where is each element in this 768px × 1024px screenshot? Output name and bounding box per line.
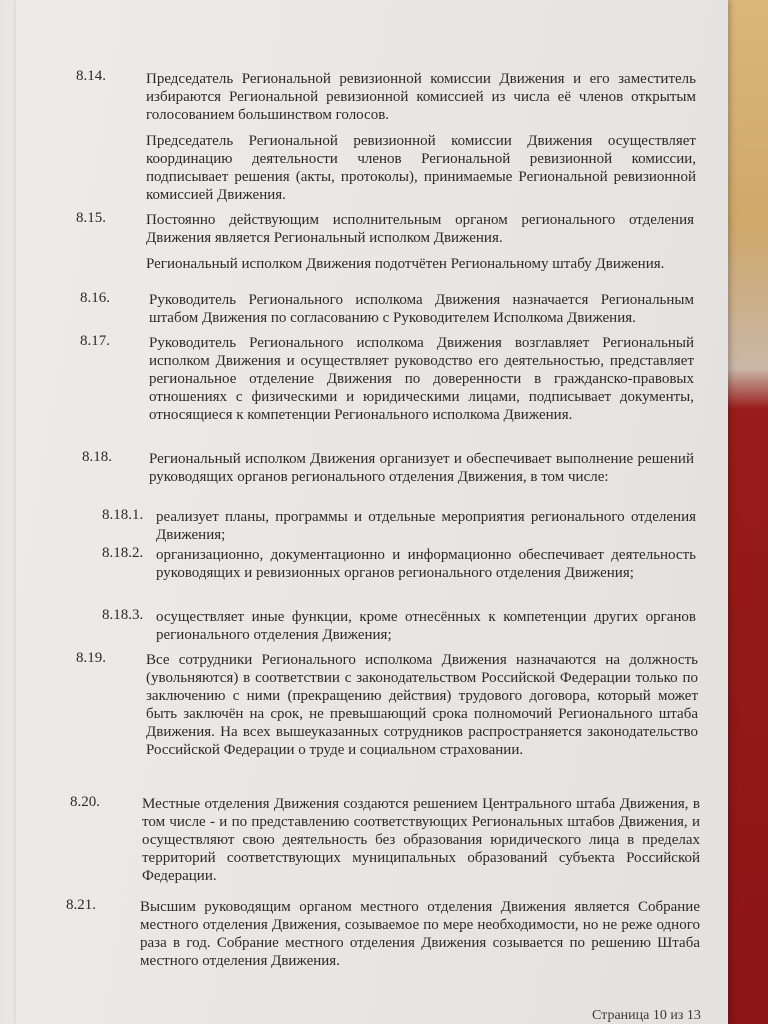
- paragraph: Все сотрудники Регионального исполкома Движения назначаются на должность (увольняются) в соответствии с законодательством Российской Федерации только по заключению с ними (прекращению действия) трудового договора, который может быть заключён на срок, не превышающий срока полномочий Регионального штаба Движения. На всех вышеуказанных сотрудников распространяется законодательство Российской Федерации о труде и социальном страховании.: [146, 652, 698, 758]
- section-number: 8.20.: [70, 794, 100, 810]
- section-number: 8.18.1.: [102, 507, 144, 523]
- paragraph: Председатель Региональной ревизионной комиссии Движения осуществляет координацию деятельности членов Региональной ревизионной комиссии, подписывает решения (акты, протоколы), принимаемые Региональной ревизионной комиссией Движения.: [146, 133, 696, 203]
- section-text: [142, 795, 700, 885]
- section-text: [149, 291, 694, 327]
- paragraph: Руководитель Регионального исполкома Движения назначается Региональным штабом Движения по согласованию с Руководителем Исполкома Движения.: [149, 292, 694, 326]
- section-text: [146, 651, 698, 759]
- paragraph: Постоянно действующим исполнительным органом регионального отделения Движения является Региональный исполком Движения.: [146, 212, 694, 246]
- section-text: [149, 450, 694, 486]
- section-text: [156, 508, 696, 544]
- section-number: 8.17.: [80, 333, 110, 349]
- section-text: [140, 898, 700, 970]
- paragraph: Руководитель Регионального исполкома Движения возглавляет Региональный исполком Движения и осуществляет руководство его деятельностью, представляет региональное отделение Движения по доверенности в гражданско-правовых отношениях с физическими и юридическими лицами, подписывает документы, относящиеся к компетенции Регионального исполкома Движения.: [149, 335, 694, 423]
- section-text: [146, 70, 696, 204]
- paragraph: Местные отделения Движения создаются решением Центрального штаба Движения, в том числе - и по представлению соответствующих Региональных штабов Движения, и осуществляют свою деятельность без образования юридического лица в пределах территорий соответствующих муниципальных образований субъекта Российской Федерации.: [142, 796, 700, 884]
- section-number: 8.21.: [66, 897, 96, 913]
- paragraph: организационно, документационно и информационно обеспечивает деятельность руководящих и ревизионных органов регионального отделения Движения;: [156, 547, 696, 581]
- paragraph: Региональный исполком Движения организует и обеспечивает выполнение решений руководящих органов регионального отделения Движения, в том числе:: [149, 451, 694, 485]
- section-number: 8.18.2.: [102, 545, 144, 561]
- section-text: [156, 608, 696, 644]
- section-number: 8.18.3.: [102, 607, 144, 623]
- paragraph: Региональный исполком Движения подотчётен Региональному штабу Движения.: [146, 256, 665, 272]
- paragraph: осуществляет иные функции, кроме отнесённых к компетенции других органов регионального отделения Движения;: [156, 609, 696, 643]
- paragraph: Председатель Региональной ревизионной комиссии Движения и его заместитель избираются Региональной ревизионной комиссией из числа её членов открытым голосованием большинством голосов.: [146, 71, 696, 123]
- section-text: [156, 546, 696, 582]
- page-number: Страница 10 из 13: [592, 1008, 701, 1023]
- section-number: 8.18.: [82, 449, 112, 465]
- paragraph: реализует планы, программы и отдельные мероприятия регионального отделения Движения;: [156, 509, 696, 543]
- section-number: 8.19.: [76, 650, 106, 666]
- section-number: 8.15.: [76, 210, 106, 226]
- section-number: 8.16.: [80, 290, 110, 306]
- section-number: 8.14.: [76, 68, 106, 84]
- document-page: [16, 0, 728, 1024]
- section-text: [146, 211, 694, 273]
- section-text: [149, 334, 694, 424]
- paragraph: Высшим руководящим органом местного отделения Движения является Собрание местного отделения Движения, созываемое по мере необходимости, но не реже одного раза в год. Собрание местного отделения Движения созывается по решению Штаба местного отделения Движения.: [140, 899, 700, 969]
